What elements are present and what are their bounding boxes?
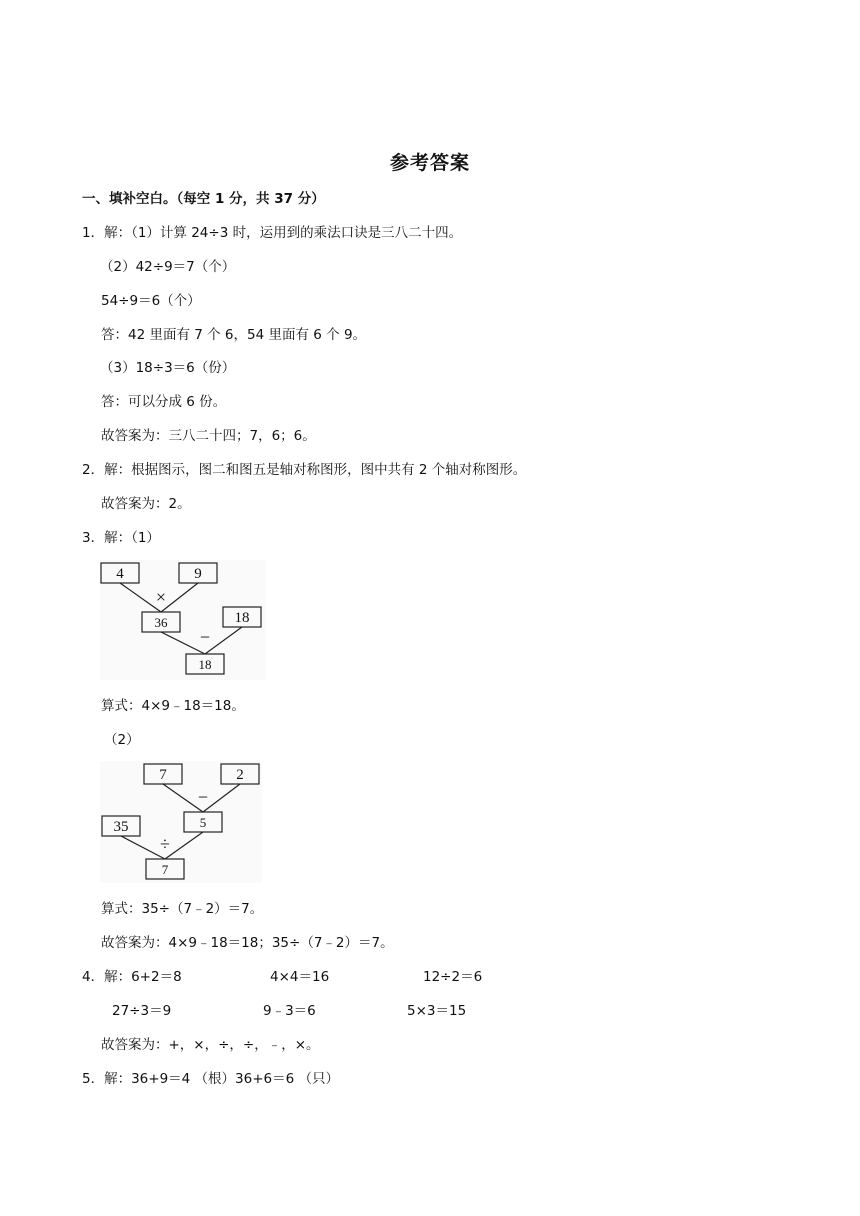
q2-line1: 2．解：根据图示，图二和图五是轴对称图形，图中共有 2 个轴对称图形。 xyxy=(82,462,527,478)
calc-tree-diagram-2 xyxy=(100,761,262,883)
section-heading: 一、填补空白。（每空 1 分，共 37 分） xyxy=(82,191,325,207)
q3-formula1: 算式：4×9﹣18＝18。 xyxy=(101,698,245,714)
tree1-op2: − xyxy=(199,627,211,647)
tree2-side: 35 xyxy=(113,819,129,835)
q4-row1-col2: 4×4＝16 xyxy=(270,969,330,985)
q1-line6: 答：可以分成 6 份。 xyxy=(101,394,227,410)
tree2-op2: ÷ xyxy=(160,834,170,854)
q4-row2-col3: 5×3＝15 xyxy=(407,1003,467,1019)
q5-line1: 5．解：36+9＝4 （根）36+6＝6 （只） xyxy=(82,1071,340,1087)
q1-line2: （2）42÷9＝7（个） xyxy=(100,259,236,275)
tree1-top-right: 9 xyxy=(194,566,202,582)
q1-answer: 故答案为：三八二十四；7，6；6。 xyxy=(101,428,316,444)
tree2-middle: 5 xyxy=(199,815,207,830)
tree1-side: 18 xyxy=(234,610,250,626)
q3-line1: 3．解：（1） xyxy=(82,530,160,546)
q4-answer: 故答案为：+，×，÷，÷，﹣，×。 xyxy=(101,1037,320,1053)
tree1-top-left: 4 xyxy=(116,566,124,582)
q1-line5: （3）18÷3＝6（份） xyxy=(100,360,236,376)
page-title: 参考答案 xyxy=(389,152,470,174)
tree1-middle: 36 xyxy=(154,615,168,630)
tree1-op1: × xyxy=(155,587,167,607)
q1-line4: 答：42 里面有 7 个 6，54 里面有 6 个 9。 xyxy=(101,327,367,343)
q4-row2-col1: 27÷3＝9 xyxy=(112,1003,172,1019)
q3-label2: （2） xyxy=(104,732,140,748)
q1-line3: 54÷9＝6（个） xyxy=(101,293,201,309)
q4-row1-col1: 4．解：6+2＝8 xyxy=(82,969,182,985)
q1-line1: 1．解：（1）计算 24÷3 时，运用到的乘法口诀是三八二十四。 xyxy=(82,225,463,241)
tree2-top-right: 2 xyxy=(236,767,244,783)
tree1-bottom: 18 xyxy=(198,657,212,672)
q3-answer: 故答案为：4×9﹣18＝18；35÷（7﹣2）＝7。 xyxy=(101,935,394,951)
q4-row1-col3: 12÷2＝6 xyxy=(423,969,483,985)
tree2-top-left: 7 xyxy=(159,767,167,783)
q2-answer: 故答案为：2。 xyxy=(101,496,191,512)
tree2-op1: − xyxy=(197,787,209,807)
calc-tree-diagram-1 xyxy=(100,560,266,680)
q3-formula2: 算式：35÷（7﹣2）＝7。 xyxy=(101,901,264,917)
tree2-bottom: 7 xyxy=(161,862,169,877)
q4-row2-col2: 9﹣3＝6 xyxy=(263,1003,316,1019)
